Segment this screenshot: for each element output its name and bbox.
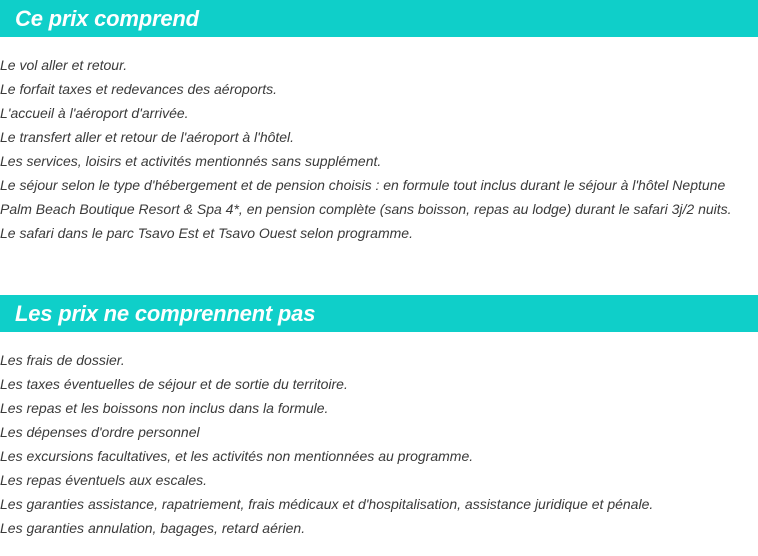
excluded-list xyxy=(0,348,758,540)
included-title: Ce prix comprend xyxy=(15,5,199,31)
excluded-item: Les excursions facultatives, et les activités non mentionnées au programme. xyxy=(0,448,474,464)
excluded-item: Les repas éventuels aux escales. xyxy=(0,472,208,488)
included-item: Le forfait taxes et redevances des aéroports. xyxy=(0,81,278,97)
excluded-section xyxy=(0,295,758,540)
included-item: Les services, loisirs et activités mentionnés sans supplément. xyxy=(0,153,382,169)
excluded-item: Les garanties annulation, bagages, retard aérien. xyxy=(0,520,306,536)
included-item: Le vol aller et retour. xyxy=(0,57,128,73)
included-item: Le transfert aller et retour de l'aéroport à l'hôtel. xyxy=(0,129,295,145)
included-header xyxy=(0,0,758,37)
excluded-item: Les dépenses d'ordre personnel xyxy=(0,424,200,440)
excluded-title: Les prix ne comprennent pas xyxy=(15,300,316,326)
excluded-item: Les garanties assistance, rapatriement, frais médicaux et d'hospitalisation, assistance juridique et pénale. xyxy=(0,496,654,512)
included-list xyxy=(0,53,758,245)
included-section xyxy=(0,0,758,245)
excluded-item: Les repas et les boissons non inclus dans la formule. xyxy=(0,400,329,416)
included-item: L'accueil à l'aéroport d'arrivée. xyxy=(0,105,189,121)
included-item: Le séjour selon le type d'hébergement et de pension choisis : en formule tout inclus durant le séjour à l'hôtel Neptune xyxy=(0,177,726,193)
included-item: Le safari dans le parc Tsavo Est et Tsavo Ouest selon programme. xyxy=(0,225,413,241)
excluded-item: Les taxes éventuelles de séjour et de sortie du territoire. xyxy=(0,376,348,392)
excluded-item: Les frais de dossier. xyxy=(0,352,125,368)
included-item: Palm Beach Boutique Resort & Spa 4*, en pension complète (sans boisson, repas au lodge) durant le safari 3j/2 nuits. xyxy=(0,201,732,217)
excluded-header xyxy=(0,295,758,332)
